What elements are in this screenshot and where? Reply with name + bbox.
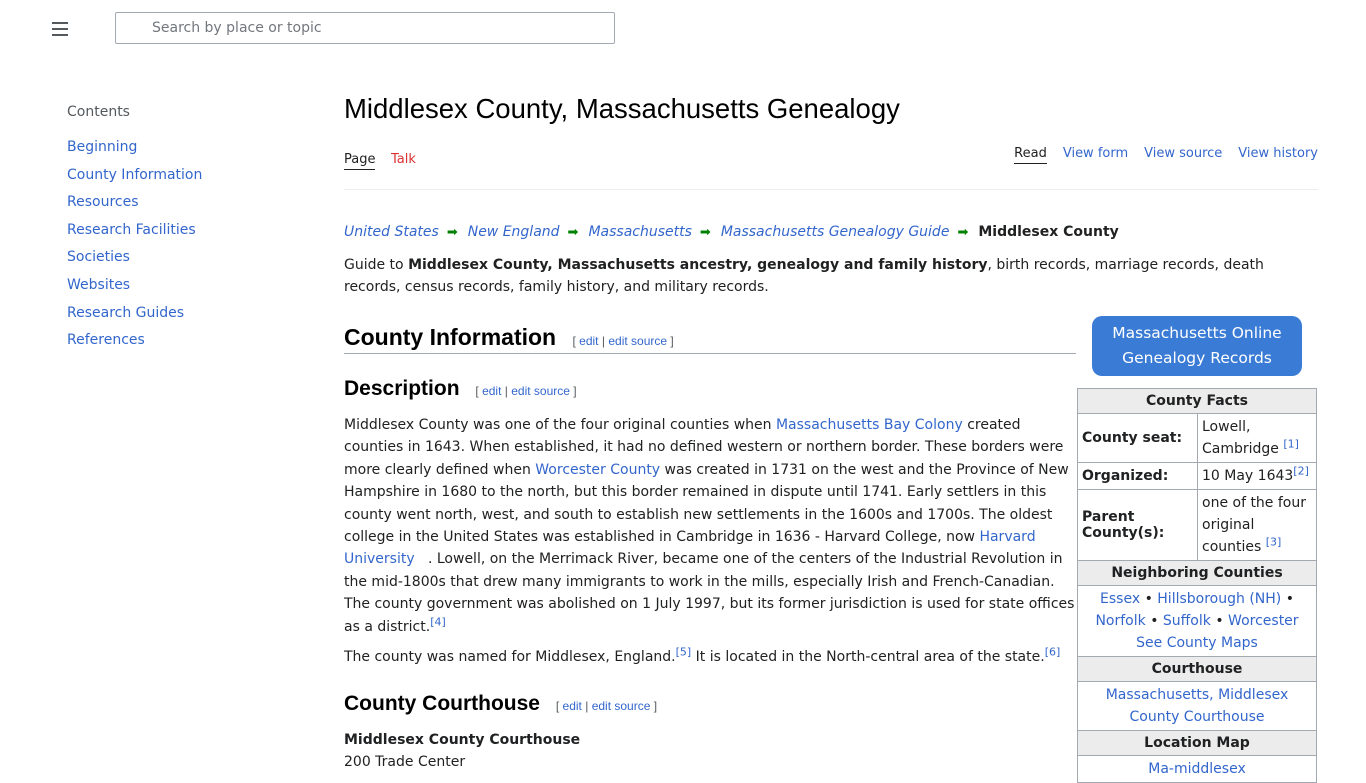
search-box[interactable]: [115, 12, 615, 44]
location-map-title: Location Map: [1078, 731, 1317, 756]
bullet: •: [1285, 591, 1294, 607]
intro-suffix: , birth records, marriage records, death records, census records, family history, and military records.: [344, 257, 1264, 295]
text: . Lowell, on the Merrimack River, became one of the centers of the Industrial Revolution in the mid-1800s that drew many immigrants to work in the mills, especially Irish and French-Canadian. The county government was abolished on 1 July 1997, but its former jurisdiction is used for state offices as a district.: [344, 551, 1079, 635]
edit-link[interactable]: edit: [482, 384, 502, 398]
county-facts-table: [1077, 388, 1317, 783]
action-view-history[interactable]: View history: [1238, 146, 1318, 161]
toc-title: Contents: [67, 104, 130, 120]
text: Middlesex County was one of the four original counties when: [344, 417, 776, 433]
toc-item-research-facilities[interactable]: Research Facilities: [67, 221, 196, 238]
toc-item-beginning[interactable]: Beginning: [67, 139, 138, 155]
facts-title: County Facts: [1078, 389, 1317, 414]
page-actions: [1014, 146, 1318, 164]
toc-item-societies[interactable]: Societies: [67, 249, 130, 266]
tab-talk[interactable]: Talk: [391, 152, 416, 167]
toc-item-websites[interactable]: Websites: [67, 276, 131, 293]
location-map-alt[interactable]: Ma-middlesex: [1148, 761, 1246, 777]
county-seat-value: [1198, 414, 1317, 463]
toc-item-references[interactable]: References: [67, 332, 145, 349]
breadcrumb-massachusetts[interactable]: Massachusetts: [588, 224, 692, 240]
courthouse-image[interactable]: [1078, 682, 1317, 731]
bracket: ]: [670, 334, 674, 348]
breadcrumb-new-england[interactable]: New England: [467, 224, 560, 240]
courthouse-address: 200 Trade Center: [344, 754, 466, 770]
text: one of the four original counties: [1202, 495, 1306, 555]
toc-item-research-guides[interactable]: Research Guides: [67, 304, 185, 321]
link-harvard-university[interactable]: Harvard University: [344, 529, 1036, 568]
description-paragraph-2: [344, 646, 1084, 668]
bracket: [: [475, 384, 479, 398]
arrow-right-icon: ➡: [567, 224, 579, 240]
edit-source-link[interactable]: edit source: [608, 334, 668, 348]
bullet: •: [1144, 591, 1153, 607]
toc-item-resources[interactable]: Resources: [67, 194, 139, 211]
text: created counties in 1643. When established, it had no defined western or northern border. These borders were more clearly defined when: [344, 417, 1064, 478]
text: 10 May 1643: [1202, 468, 1294, 484]
breadcrumb-current: Middlesex County: [978, 224, 1119, 240]
edit-links: [572, 334, 673, 348]
heading-text: Description: [344, 377, 460, 400]
neighbor-worcester[interactable]: Worcester: [1228, 613, 1299, 629]
menu-icon[interactable]: [50, 18, 72, 40]
courthouse-title: Courthouse: [1078, 657, 1317, 682]
link-massachusetts-bay-colony[interactable]: Massachusetts Bay Colony: [775, 417, 963, 433]
description-paragraph-1: [344, 414, 1079, 638]
link-worcester-county[interactable]: Worcester County: [535, 461, 661, 478]
heading-text: County Courthouse: [344, 692, 540, 715]
page-tabs: [344, 130, 1318, 190]
separator: |: [601, 334, 605, 348]
edit-source-link[interactable]: edit source: [591, 699, 651, 713]
bracket: [: [572, 334, 576, 348]
breadcrumb-united-states[interactable]: United States: [344, 224, 439, 240]
table-of-contents: [67, 104, 297, 359]
text: It is located in the North-central area of the state.: [691, 649, 1045, 665]
edit-links: [475, 384, 576, 398]
neighbor-hillsborough[interactable]: Hillsborough (NH): [1157, 591, 1282, 607]
reference-2[interactable]: [2]: [1293, 464, 1309, 478]
bracket: [: [555, 699, 560, 713]
heading-description: [344, 377, 577, 401]
neighbor-norfolk[interactable]: Norfolk: [1095, 613, 1146, 629]
neighbor-suffolk[interactable]: Suffolk: [1162, 613, 1211, 629]
intro-bold: Middlesex County, Massachusetts ancestry, genealogy and family history: [408, 257, 988, 273]
search-input[interactable]: [116, 13, 614, 43]
reference-4[interactable]: [4]: [430, 615, 446, 628]
intro-prefix: Guide to: [344, 257, 409, 273]
edit-links: [556, 699, 657, 713]
separator: |: [504, 384, 508, 398]
organized-value: [1198, 463, 1317, 490]
toc-item-county-information[interactable]: County Information: [67, 166, 203, 183]
separator: |: [585, 699, 589, 713]
organized-label: Organized:: [1078, 463, 1198, 490]
bullet: •: [1215, 613, 1224, 629]
parent-county-label: Parent County(s):: [1078, 490, 1198, 561]
edit-link[interactable]: edit: [579, 334, 599, 348]
intro-paragraph: [344, 254, 1274, 298]
action-view-form[interactable]: View form: [1062, 146, 1129, 161]
online-records-button[interactable]: Massachusetts Online Genealogy Records: [1092, 316, 1302, 376]
edit-link[interactable]: edit: [562, 699, 582, 713]
heading-county-information: [344, 324, 1076, 354]
county-seat-label: County seat:: [1078, 414, 1198, 463]
breadcrumb-massachusetts-guide[interactable]: Massachusetts Genealogy Guide: [720, 224, 950, 240]
bracket: ]: [653, 699, 658, 713]
courthouse-name: Middlesex County Courthouse: [344, 732, 581, 748]
action-read[interactable]: Read: [1014, 146, 1047, 164]
location-map-image[interactable]: [1078, 756, 1317, 783]
text: Lowell, Cambridge: [1202, 419, 1284, 457]
text: The county was named for Middlesex, England.: [344, 649, 676, 665]
edit-source-link[interactable]: edit source: [511, 384, 570, 398]
page-title: Middlesex County, Massachusetts Genealogy: [344, 93, 900, 124]
neighbors-title: Neighboring Counties: [1078, 561, 1317, 586]
arrow-right-icon: ➡: [957, 224, 969, 240]
reference-1[interactable]: [1]: [1283, 437, 1299, 451]
reference-6[interactable]: [6]: [1044, 645, 1061, 659]
text: was created in 1731 on the west and the Province of New Hampshire in 1680 to the north, but this border remained in dispute until 1741. Early settlers in this county went north, west, and south to establish new settlements in the 1600s and 1700s. The oldest college in the United States was established in Cambridge in 1636 - Harvard College, now: [344, 461, 1069, 546]
tab-page[interactable]: Page: [344, 152, 375, 170]
heading-county-courthouse: [344, 692, 657, 716]
neighbor-essex[interactable]: Essex: [1100, 591, 1141, 607]
action-view-source[interactable]: View source: [1144, 146, 1223, 161]
arrow-right-icon: ➡: [699, 224, 711, 240]
courthouse-image-alt[interactable]: Massachusetts, Middlesex County Courthouse: [1105, 687, 1289, 725]
reference-3[interactable]: [3]: [1265, 535, 1282, 549]
see-county-maps-link[interactable]: See County Maps: [1136, 635, 1258, 651]
bracket: ]: [573, 384, 577, 398]
parent-county-value: [1198, 490, 1317, 561]
reference-5[interactable]: [5]: [675, 645, 692, 659]
heading-text: County Information: [344, 324, 557, 350]
neighboring-counties: [1078, 586, 1317, 657]
breadcrumb: [344, 224, 1119, 240]
bullet: •: [1150, 613, 1159, 629]
arrow-right-icon: ➡: [446, 224, 458, 240]
